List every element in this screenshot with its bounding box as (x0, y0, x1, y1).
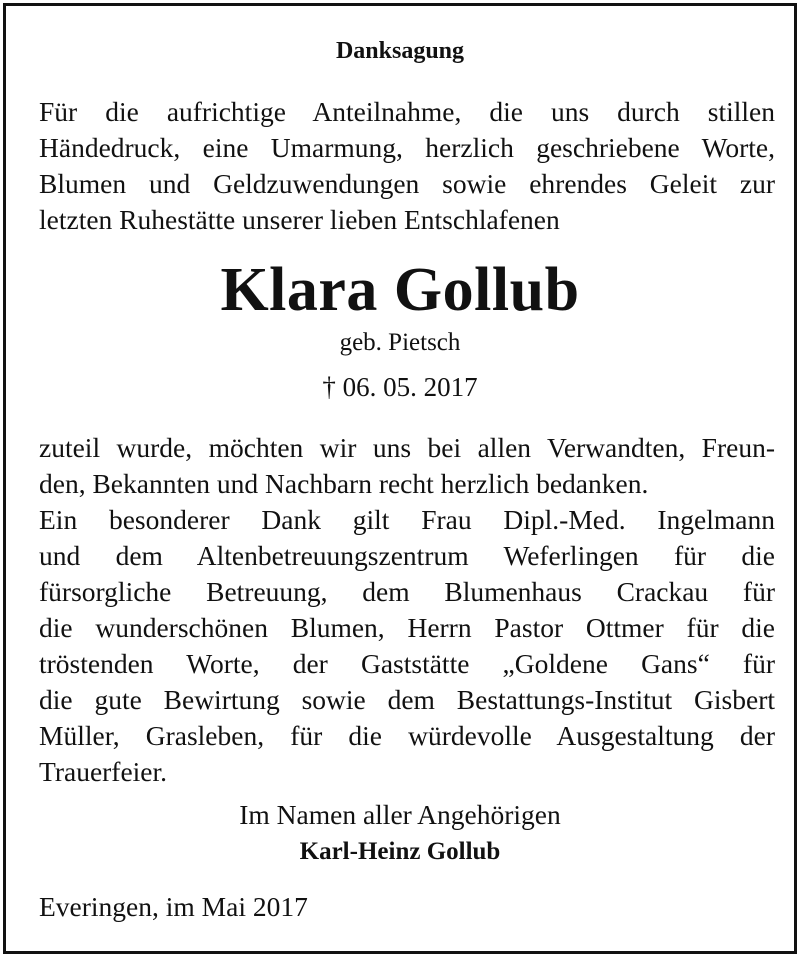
deceased-name: Klara Gollub (220, 256, 580, 324)
intro-line: letzten Ruhestätte unserer lieben Entschlafenen (39, 204, 560, 235)
place-date: Everingen, im Mai 2017 (39, 891, 308, 922)
signature-intro: Im Namen aller Angehörigen (239, 799, 561, 830)
intro-paragraph (39, 94, 775, 238)
thanks-line: fürsorgliche Betreuung, dem Blumenhaus Crackau für (39, 576, 775, 607)
intro-line: Für die aufrichtige Anteilnahme, die uns durch stillen (39, 96, 775, 127)
signature-name: Karl-Heinz Gollub (299, 838, 501, 865)
thanks-line: tröstenden Worte, der Gaststätte „Goldene Gans“ für (39, 648, 775, 679)
notice-frame (3, 3, 797, 954)
thanks-line: zuteil wurde, möchten wir uns bei allen Verwandten, Freun- (39, 432, 775, 463)
thanks-line: Ein besonderer Dank gilt Frau Dipl.-Med. Ingelmann (39, 504, 775, 535)
thanks-line: Müller, Grasleben, für die würdevolle Ausgestaltung der (39, 720, 775, 751)
intro-line: Blumen und Geldzuwendungen sowie ehrendes Geleit zur (39, 168, 775, 199)
notice-heading: Danksagung (335, 38, 465, 64)
thanks-line: die wunderschönen Blumen, Herrn Pastor Ottmer für die (39, 612, 775, 643)
thanks-line: Trauerfeier. (39, 756, 168, 787)
intro-line: Händedruck, eine Umarmung, herzlich geschriebene Worte, (39, 132, 775, 163)
thanks-line: und dem Altenbetreuungszentrum Weferlingen für die (39, 540, 775, 571)
maiden-name: geb. Pietsch (339, 329, 461, 356)
thanks-paragraph (39, 430, 775, 790)
death-date: † 06. 05. 2017 (322, 372, 478, 402)
thanks-line: die gute Bewirtung sowie dem Bestattungs-Institut Gisbert (39, 684, 775, 715)
thanks-line: den, Bekannten und Nachbarn recht herzlich bedanken. (39, 468, 649, 499)
